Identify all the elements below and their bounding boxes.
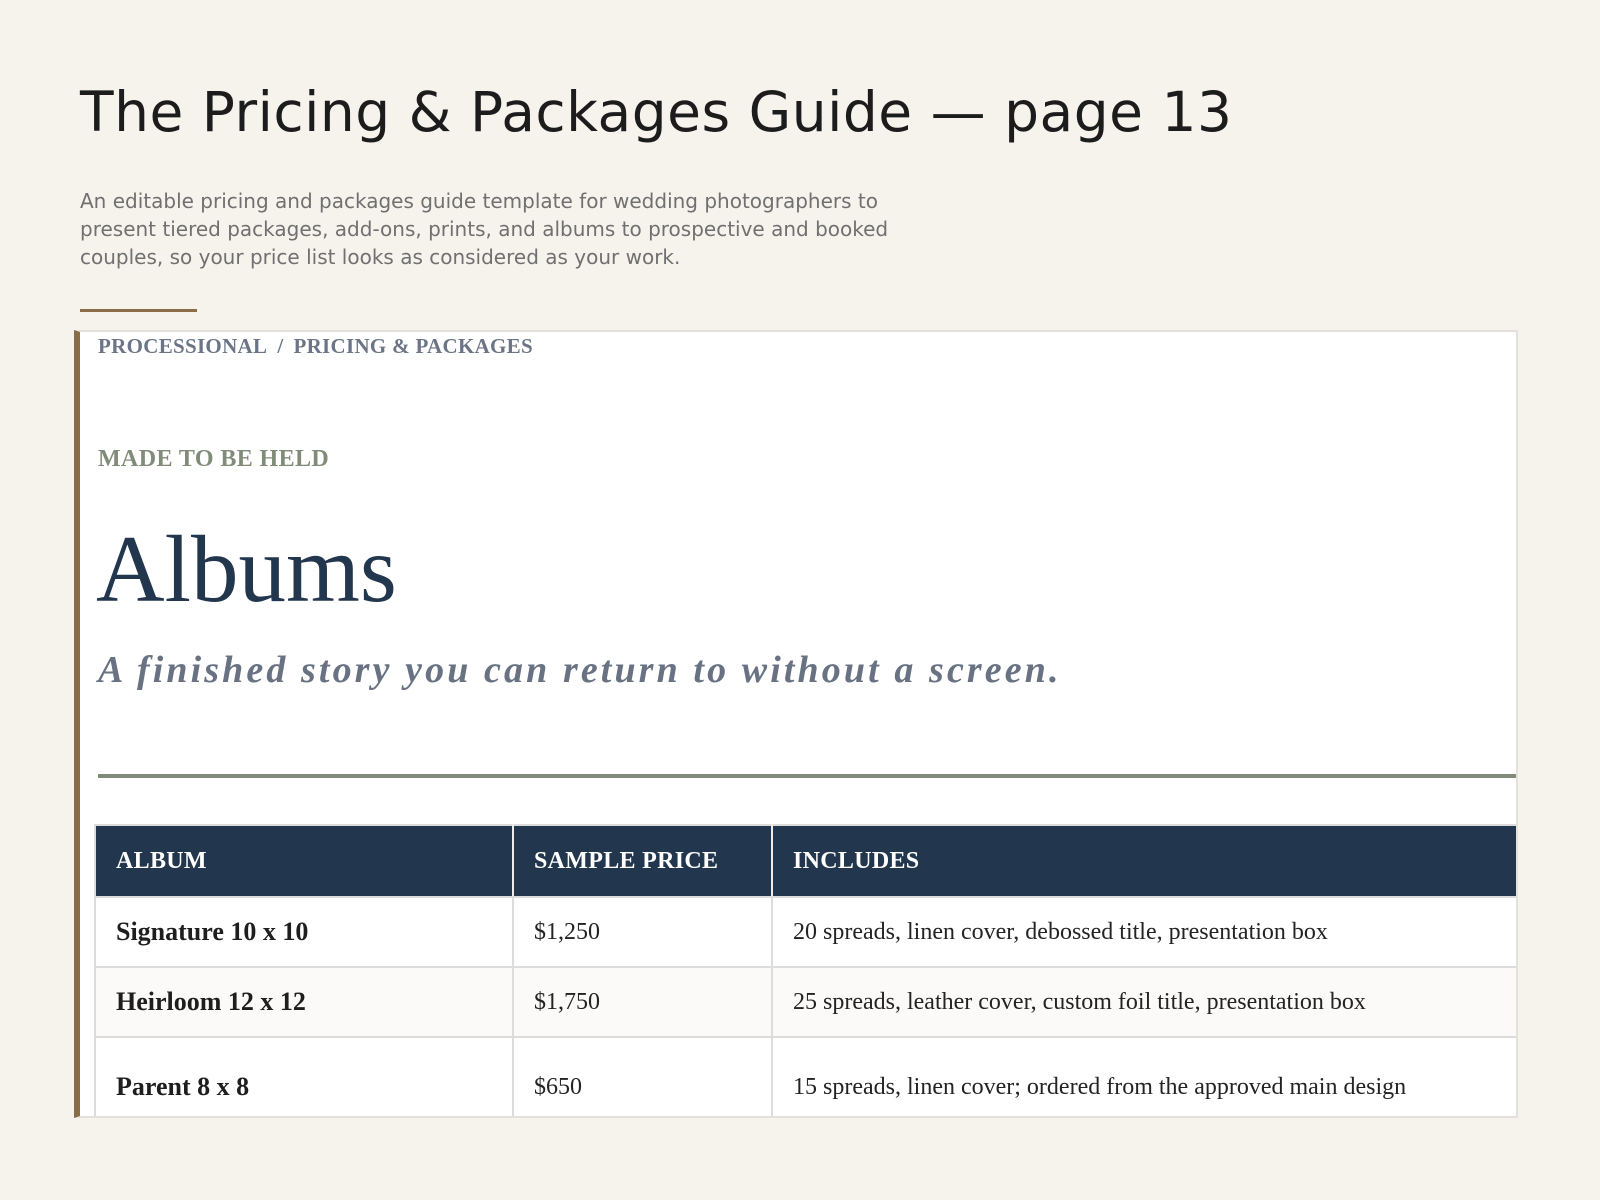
page-title: The Pricing & Packages Guide — page 13: [80, 80, 1233, 144]
column-header-sample-price: SAMPLE PRICE: [513, 825, 772, 897]
breadcrumb-section: PROCESSIONAL: [98, 334, 268, 358]
album-price: $1,750: [513, 967, 772, 1037]
column-header-album: ALBUM: [95, 825, 513, 897]
breadcrumb-page: PRICING & PACKAGES: [293, 334, 533, 358]
album-name: Heirloom 12 x 12: [95, 967, 513, 1037]
table-row: [95, 897, 1518, 967]
breadcrumb: [98, 334, 533, 359]
album-includes: 15 spreads, linen cover; ordered from the approved main design: [772, 1037, 1518, 1118]
preview-content: [90, 332, 1516, 1116]
page-description: An editable pricing and packages guide template for wedding photographers to present tiered packages, add-ons, prints, and albums to prospective and booked couples, so your price list looks as considered as your work.: [80, 189, 889, 269]
column-header-includes: INCLUDES: [772, 825, 1518, 897]
section-title: Albums: [96, 516, 397, 622]
table-row: [95, 967, 1518, 1037]
album-name: Signature 10 x 10: [95, 897, 513, 967]
template-preview: [74, 330, 1518, 1118]
album-price: $650: [513, 1037, 772, 1118]
album-price: $1,250: [513, 897, 772, 967]
table-header-row: [95, 825, 1518, 897]
album-name: Parent 8 x 8: [95, 1037, 513, 1118]
album-includes: 20 spreads, linen cover, debossed title, presentation box: [772, 897, 1518, 967]
album-pricing-table: [94, 824, 1518, 1118]
accent-divider: [80, 309, 197, 312]
section-divider: [98, 774, 1518, 778]
section-subtitle: A finished story you can return to without a screen.: [98, 649, 1062, 691]
breadcrumb-separator: /: [277, 334, 284, 358]
album-includes: 25 spreads, leather cover, custom foil title, presentation box: [772, 967, 1518, 1037]
table-row: [95, 1037, 1518, 1118]
section-eyebrow: MADE TO BE HELD: [98, 446, 330, 472]
